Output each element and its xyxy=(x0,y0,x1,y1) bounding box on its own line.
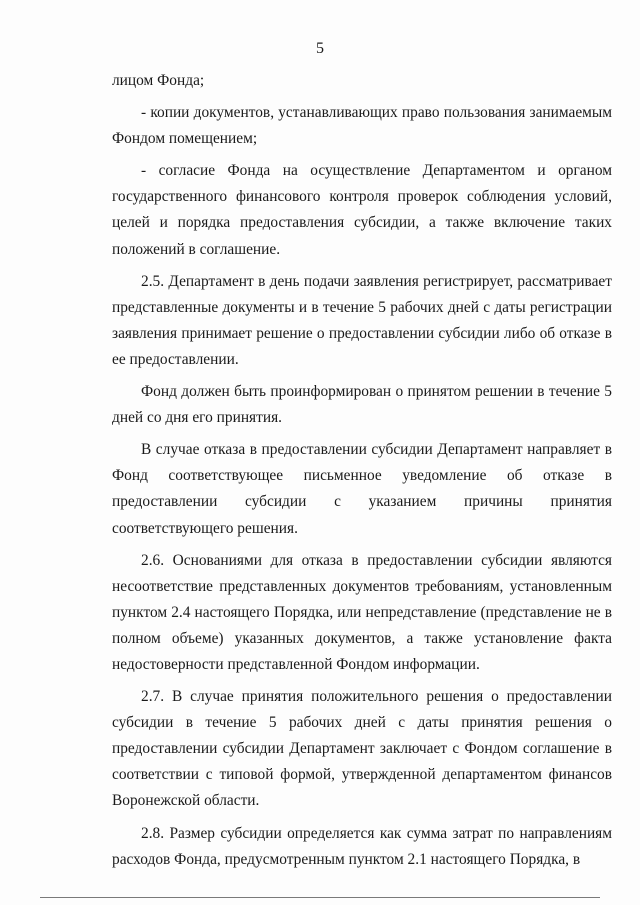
paragraph-notification: Фонд должен быть проинформирован о принятом решении в течение 5 дней со дня его принятия. xyxy=(112,383,612,427)
paragraph-2-6: 2.6. Основаниями для отказа в предоставлении субсидии являются несоответствие представленных документов требованиям, установленным пунктом 2.4 настоящего Порядка, или непредставление (представление не в полном объеме) указанных документов, а также установление факта недостоверности представленной Фондом информации. xyxy=(112,551,612,673)
paragraph-2-7: 2.7. В случае принятия положительного решения о предоставлении субсидии в течение 5 рабочих дней с даты принятия решения о предоставлении субсидии Департамент заключает с Фондом соглашение в соответствии с типовой формой, утвержденной департаментом финансов Воронежской области. xyxy=(112,688,612,810)
paragraph-continuation: лицом Фонда; xyxy=(112,72,205,89)
paragraph-refusal: В случае отказа в предоставлении субсидии Департамент направляет в Фонд соответствующее письменное уведомление об отказе в предоставлении субсидии с указанием причины принятия соответствующего решения. xyxy=(112,441,612,537)
page-number: 5 xyxy=(316,40,324,57)
document-body xyxy=(112,68,612,879)
paragraph-2-5: 2.5. Департамент в день подачи заявления регистрирует, рассматривает представленные документы и в течение 5 рабочих дней с даты регистрации заявления принимает решение о предоставлении субсидии либо об отказе в ее предоставлении. xyxy=(112,272,612,368)
paragraph-list-item-premises: - копии документов, устанавливающих право пользования занимаемым Фондом помещением; xyxy=(112,104,612,148)
footer-divider xyxy=(40,897,600,898)
paragraph-list-item-consent: - согласие Фонда на осуществление Департаментом и органом государственного финансового контроля проверок соблюдения условий, целей и порядка предоставления субсидии, а также включение таких положений в соглашение. xyxy=(112,162,612,258)
paragraph-2-8: 2.8. Размер субсидии определяется как сумма затрат по направлениям расходов Фонда, предусмотренным пунктом 2.1 настоящего Порядка, в xyxy=(112,824,612,868)
